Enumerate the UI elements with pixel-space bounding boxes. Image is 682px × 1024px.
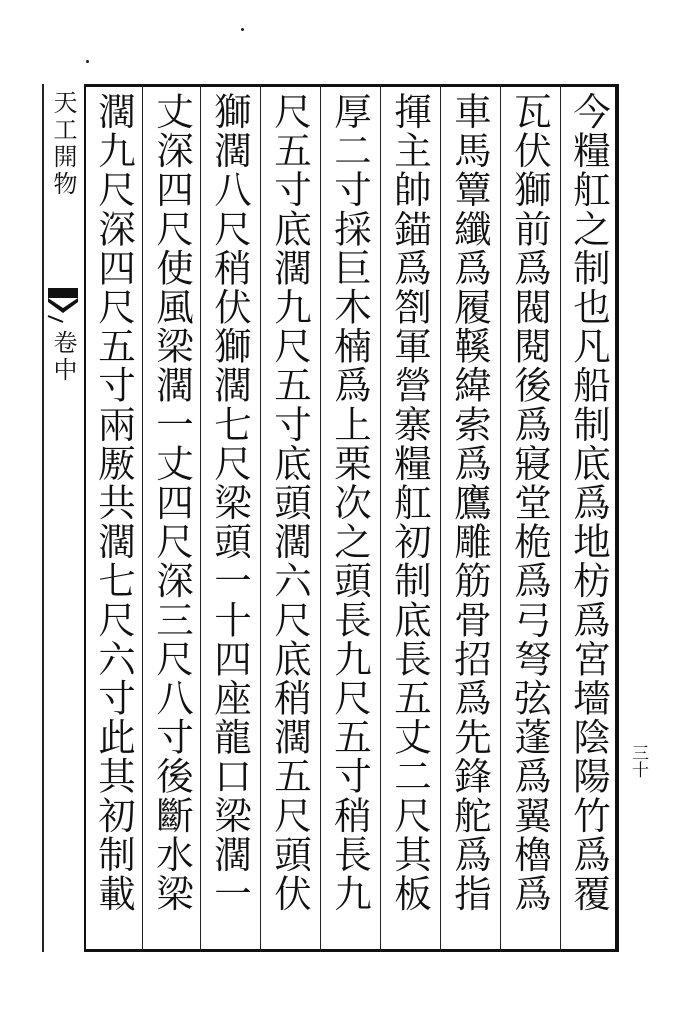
ink-speck bbox=[86, 60, 89, 63]
book-title: 天工開物 bbox=[49, 90, 77, 198]
page-number: 三十 bbox=[628, 744, 648, 778]
text-column-2: 瓦伏獅前爲閥閱後爲寢堂桅爲弓弩弦蓬爲翼櫓爲 bbox=[508, 92, 552, 914]
text-column-5: 厚二寸採巨木楠爲上栗次之頭長九尺五寸稍長九 bbox=[328, 92, 372, 914]
text-column-3: 車馬簟纖爲履鞵緯索爲鷹雕筋骨招爲先鋒舵爲指 bbox=[448, 92, 492, 914]
column-rule bbox=[440, 84, 441, 952]
gutter bbox=[44, 90, 82, 198]
text-column-7: 獅濶八尺稍伏獅濶七尺梁頭一十四座龍口梁濶一 bbox=[208, 92, 252, 914]
text-column-4: 揮主帥錨爲劄軍營寨糧舡初制底長五丈二尺其板 bbox=[388, 92, 432, 914]
column-rule bbox=[560, 84, 561, 952]
outer-margin-rule bbox=[42, 84, 44, 952]
volume-label: 卷中 bbox=[49, 330, 77, 384]
column-rule bbox=[380, 84, 381, 952]
column-rule bbox=[320, 84, 321, 952]
text-column-8: 丈深四尺使風梁濶一丈四尺深三尺八寸後斷水梁 bbox=[150, 92, 194, 914]
column-rule bbox=[500, 84, 501, 952]
fish-tail-mark-icon bbox=[46, 286, 80, 324]
text-column-1: 今糧舡之制也凡船制底爲地枋爲宮墻陰陽竹爲覆 bbox=[567, 92, 611, 914]
column-rule bbox=[200, 84, 201, 952]
text-column-9: 濶九尺深四尺五寸兩厫共濶七尺六寸此其初制載 bbox=[92, 92, 136, 914]
column-rule bbox=[260, 84, 261, 952]
text-column-6: 尺五寸底濶九尺五寸底頭濶六尺底稍濶五尺頭伏 bbox=[268, 92, 312, 914]
column-rule bbox=[142, 84, 143, 952]
ink-speck bbox=[241, 28, 244, 31]
